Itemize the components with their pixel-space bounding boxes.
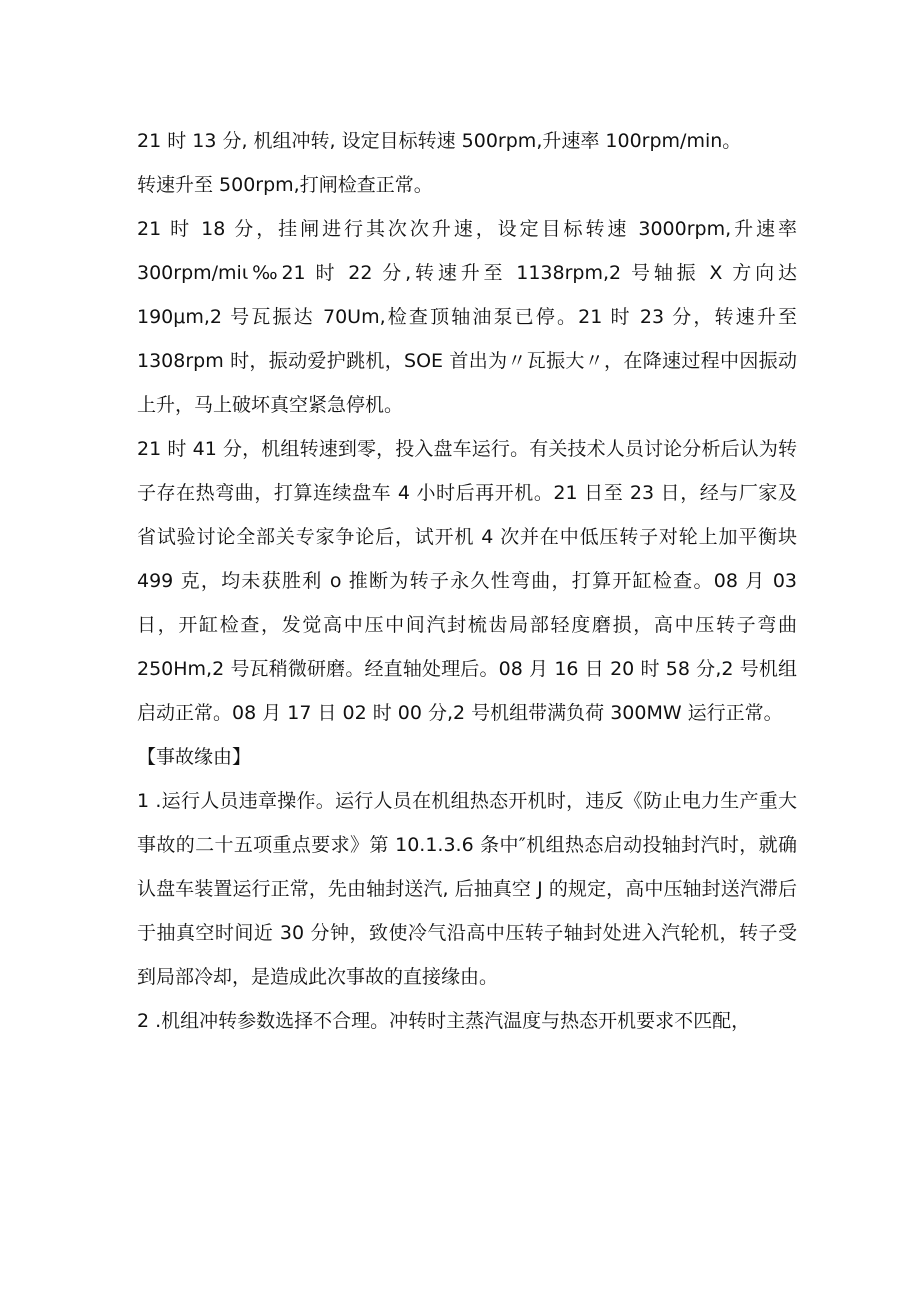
- paragraph-turning-gear: 21 时 41 分，机组转速到零，投入盘车运行。有关技术人员讨论分析后认为转子存在热弯曲，打算连续盘车 4 小时后再开机。21 日至 23 日，经与厂家及省试验讨论全部关专家争论后，试开机 4 次并在中低压转子对轮上加平衡块 499 克，均未获胜利 o 推断为转子永久性弯曲，打算开缸检查。08 月 03 日，开缸检查，发觉高中压中间汽封梳齿局部轻度磨损，高中压转子弯曲 250Hm,2 号瓦稍微研磨。经直轴处理后。08 月 16 日 20 时 58 分,2 号机组启动正常。08 月 17 日 02 时 00 分,2 号机组带满负荷 300MW 运行正常。: [137, 438, 797, 724]
- document-body: [137, 119, 797, 1043]
- paragraph-cause-1: 1 .运行人员违章操作。运行人员在机组热态开机时，违反《防止电力生产重大事故的二十五项重点要求》第 10.1.3.6 条中″机组热态启动投轴封汽时，就确认盘车装置运行正常，先由轴封送汽, 后抽真空 J 的规定，高中压轴封送汽滞后于抽真空时间近 30 分钟，致使冷气沿高中压转子轴封处进入汽轮机，转子受到局部冷却，是造成此次事故的直接缘由。: [137, 790, 797, 988]
- paragraph-second-speedup: 21 时 18 分，挂闸进行其次次升速，设定目标转速 3000rpm,升速率 300rpm/miι‰21 时 22 分,转速升至 1138rpm,2 号轴振 X 方向达 190μm,2 号瓦振达 70Um,检查顶轴油泵已停。21 时 23 分，转速升至 1308rpm 时，振动爱护跳机，SOE 首出为〃瓦振大〃，在降速过程中因振动上升，马上破坏真空紧急停机。: [137, 218, 797, 416]
- paragraph-cause-2: 2 .机组冲转参数选择不合理。冲转时主蒸汽温度与热态开机要求不匹配，: [137, 1010, 751, 1032]
- paragraph-speed-500: 转速升至 500rpm,打闸检查正常。: [137, 174, 433, 196]
- paragraph-startup-21-13: 21 时 13 分, 机组冲转, 设定目标转速 500rpm,升速率 100rpm/min。: [137, 130, 742, 152]
- section-heading-accident-cause: 【事故缘由】: [137, 746, 252, 768]
